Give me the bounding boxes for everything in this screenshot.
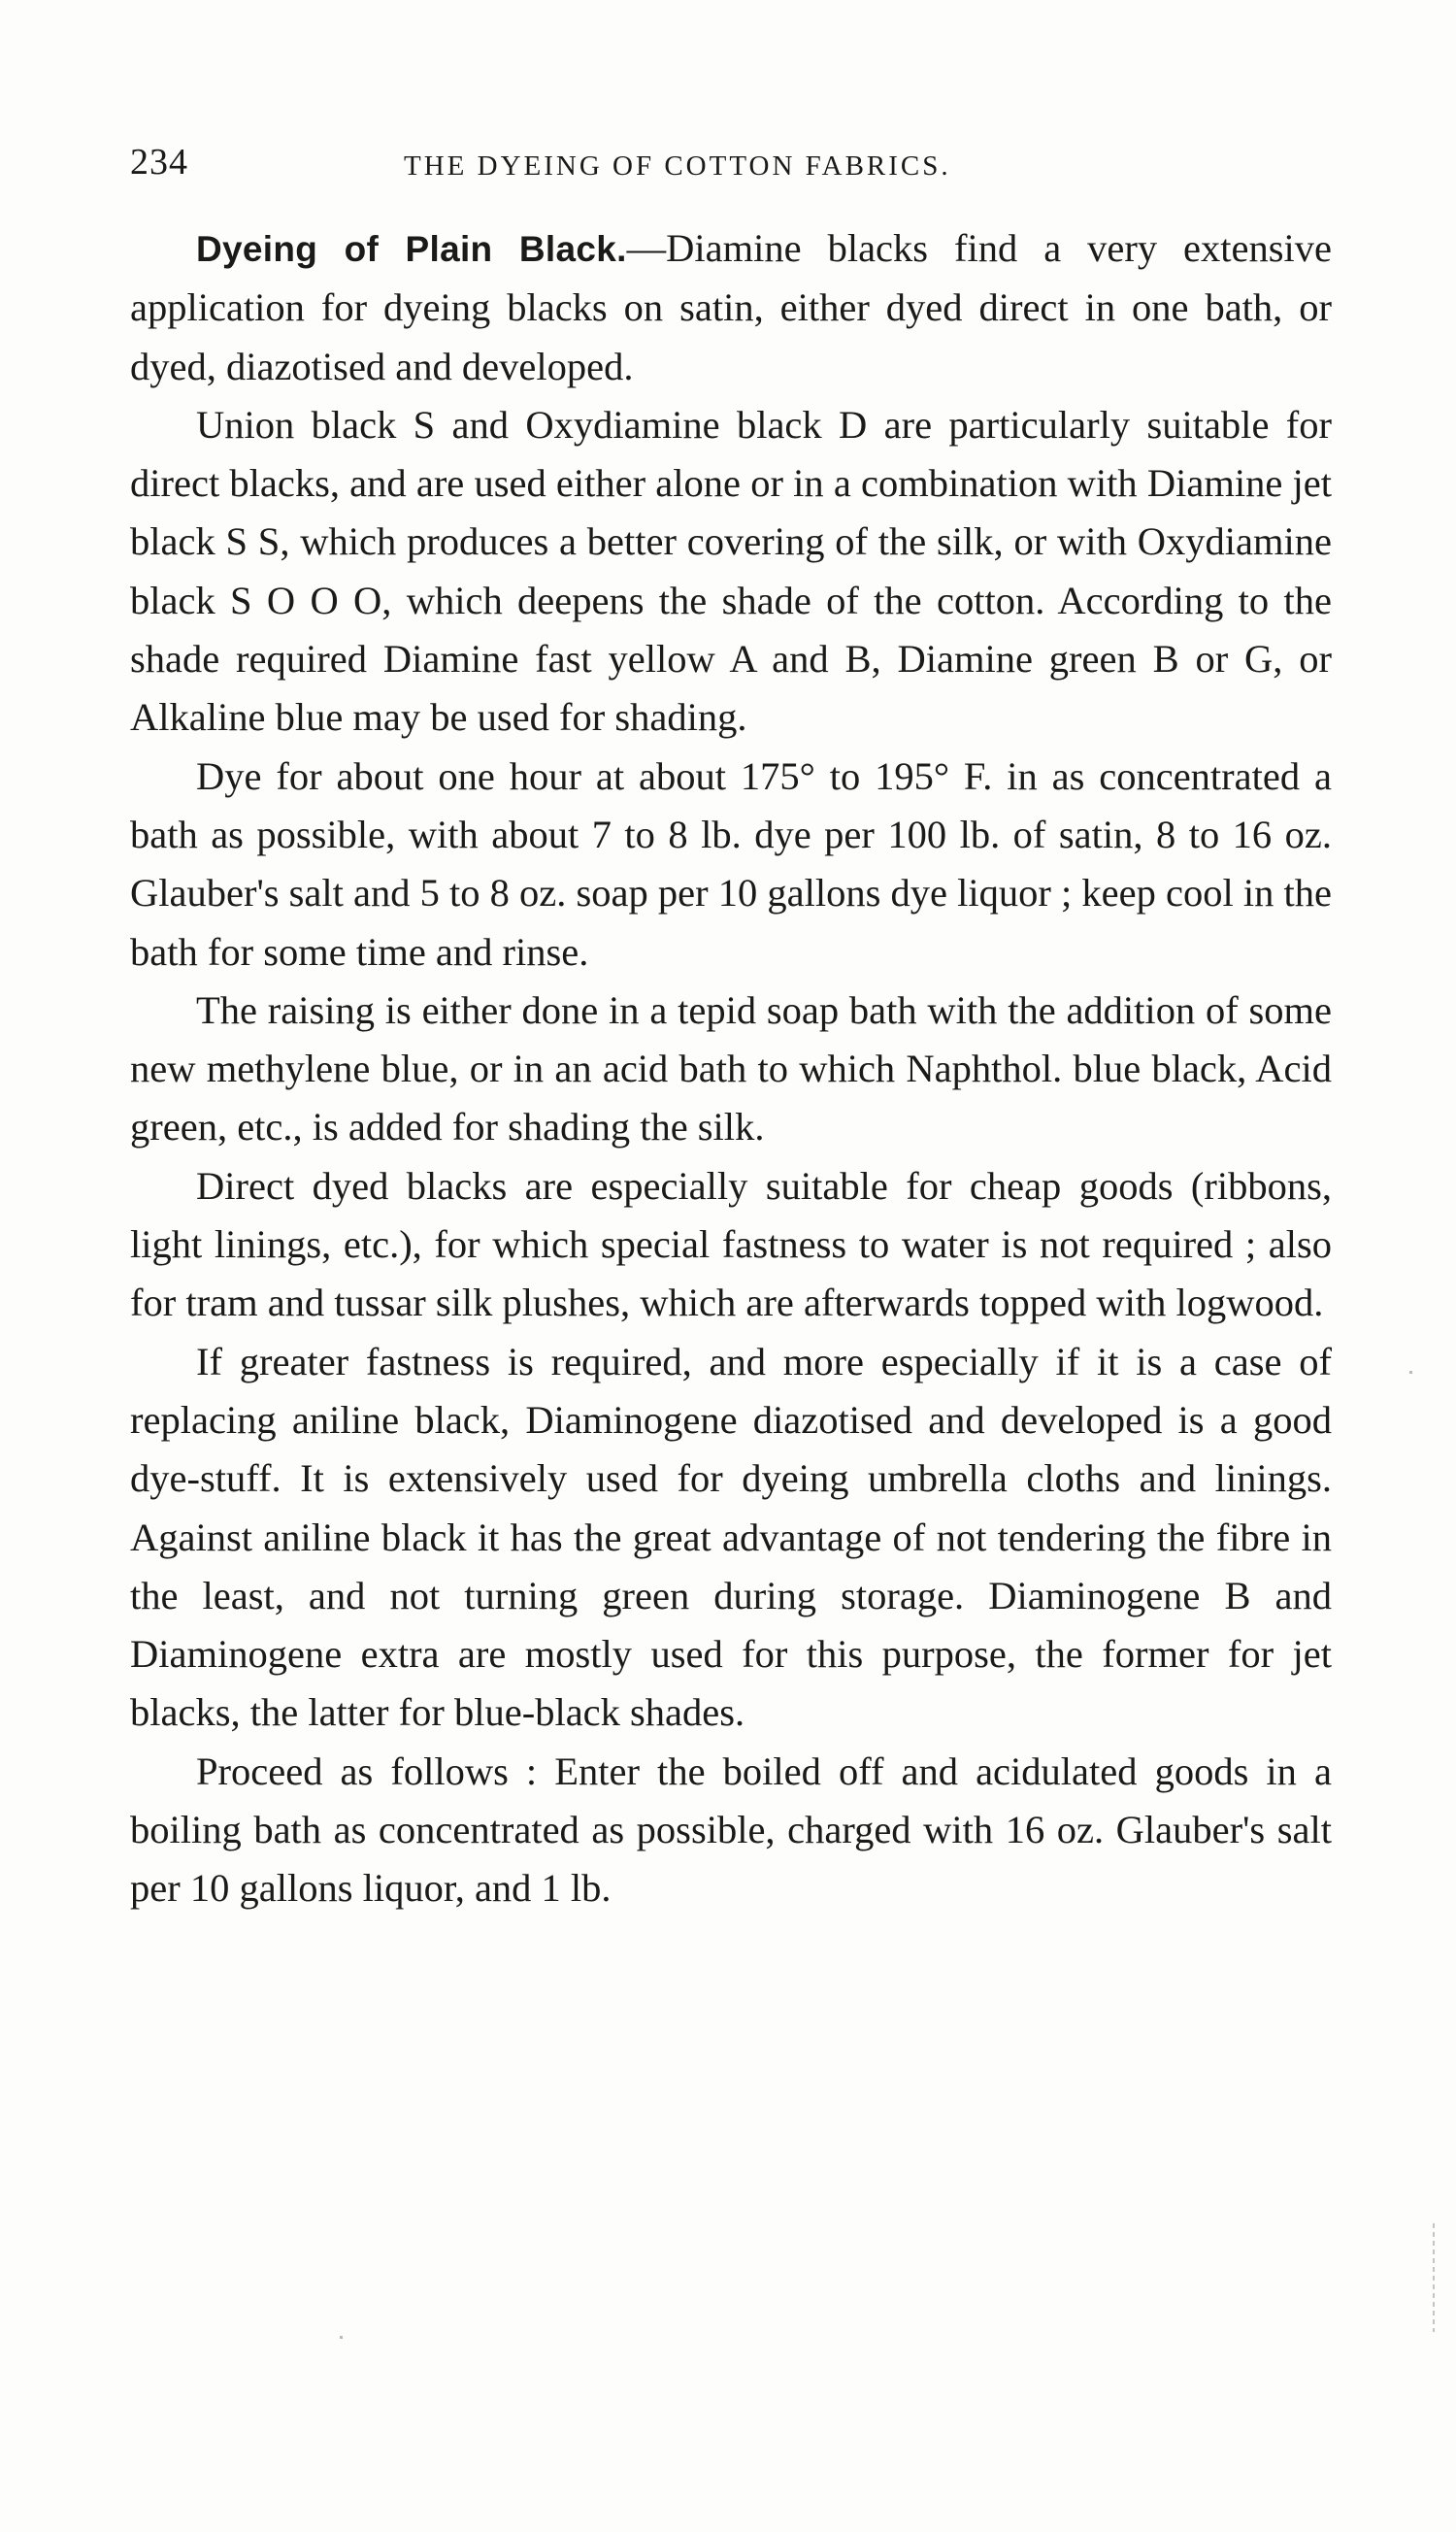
paragraph-dye-procedure: Dye for about one hour at about 175° to 195° F. in as concentrated a bath as possible, with about 7 to 8 lb. dye per 100 lb. of satin, 8 to 16 oz. Glauber's salt and 5 to 8 oz. soap per 10 gallons dye liquor ; keep cool in the bath for some time and rinse. xyxy=(130,753,1332,974)
page-number: 234 xyxy=(130,142,188,183)
running-title: THE DYEING OF COTTON FABRICS. xyxy=(404,150,951,182)
paragraph-direct-dyed: Direct dyed blacks are especially suitable for cheap goods (ribbons, light linings, etc.), for which special fastness to water is not required ; also for tram and tussar silk plushes, which are afterwards topped with logwood. xyxy=(130,1163,1332,1325)
paragraph-text: —Diamine blacks find a very extensive application for dyeing blacks on satin, either dyed direct in one bath, or dyed, diazotised and developed. xyxy=(130,226,1332,388)
scan-speck xyxy=(1409,1371,1412,1374)
paragraph-raising: The raising is either done in a tepid soap bath with the addition of some new methylene blue, or in an acid bath to which Naphthol. blue black, Acid green, etc., is added for shading the silk. xyxy=(130,987,1332,1149)
body-text xyxy=(130,219,1332,1918)
paragraph-proceed: Proceed as follows : Enter the boiled off and acidulated goods in a boiling bath as concentrated as possible, charged with 16 oz. Glauber's salt per 10 gallons liquor, and 1 lb. xyxy=(130,1749,1332,1911)
paragraph-union-black: Union black S and Oxydiamine black D are particularly suitable for direct blacks, and are used either alone or in a combination with Diamine jet black S S, which produces a better covering of the silk, or with Oxydiamine black S O O O, which deepens the shade of the cotton. According to the shade required Diamine fast yellow A and B, Diamine green B or G, or Alkaline blue may be used for shading. xyxy=(130,402,1332,740)
scan-edge-mark xyxy=(1433,2223,1435,2332)
scan-speck xyxy=(340,2336,343,2339)
paragraph-plain-black xyxy=(130,219,1332,396)
paragraph-diaminogene: If greater fastness is required, and more especially if it is a case of replacing aniline black, Diaminogene diazotised and developed is a good dye-stuff. It is extensively used for dyeing umbrella cloths and linings. Against aniline black it has the great advantage of not tendering the fibre in the least, and not turning green during storage. Diaminogene B and Diaminogene extra are mostly used for this purpose, the former for jet blacks, the latter for blue-black shades. xyxy=(130,1339,1332,1735)
section-heading: Dyeing of Plain Black. xyxy=(196,229,627,269)
running-head xyxy=(130,138,1334,186)
